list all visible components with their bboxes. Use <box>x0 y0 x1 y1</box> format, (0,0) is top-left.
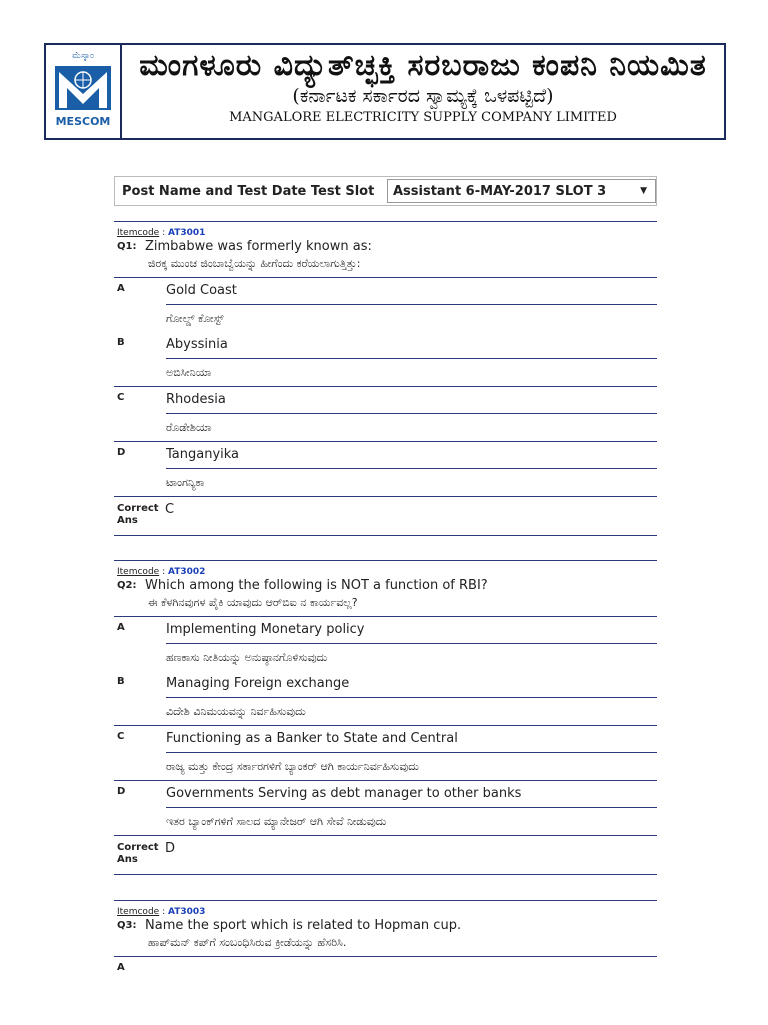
option-letter: B <box>117 337 125 348</box>
question-text: Zimbabwe was formerly known as: <box>145 239 372 254</box>
logo-top-text: ಮೆಸ್ಕಾಂ <box>72 51 94 61</box>
question-text: Which among the following is NOT a function of RBI? <box>145 578 488 593</box>
itemcode: Itemcode : AT3003 <box>117 907 206 917</box>
question-text-kannada: ಜಿರಕ್ಕ ಮುಂಚ ಜಿಂಬಾಬ್ವೆಯನ್ನು ಹೀಗೆಂದು ಕರೆಯಲಾಗುತ್ತಿತ್ತು: <box>148 257 361 270</box>
option-text-kannada: ಗೋಲ್ಡ್ ಕೋಸ್ಟ್ <box>166 312 224 325</box>
option-letter: C <box>117 392 125 403</box>
itemcode-value: AT3001 <box>167 228 206 238</box>
question-number: Q2: <box>117 580 137 591</box>
correct-answer-row <box>114 835 657 874</box>
option-text-kannada: ರಾಜ್ಯ ಮತ್ತು ಕೇಂದ್ರ ಸರ್ಕಾರಗಳಿಗೆ ಬ್ಯಾಂಕರ್ ಆಗಿ ಕಾರ್ಯನಿರ್ವಹಿಸುವುದು <box>166 760 419 773</box>
post-label: Post Name and Test Date Test Slot <box>122 183 375 199</box>
correct-answer-row <box>114 496 657 535</box>
company-subtitle-kannada: (ಕರ್ನಾಟಕ ಸರ್ಕಾರದ ಸ್ವಾಮ್ಯಕ್ಕೆ ಒಳಪಟ್ಟಿದೆ) <box>292 85 554 107</box>
question-text-kannada: ಹಾಪ್‌ಮನ್ ಕಪ್‌ಗೆ ಸಂಬಂಧಿಸಿರುವ ಕ್ರೀಡೆಯನ್ನು ಹೆಸರಿಸಿ. <box>148 936 347 949</box>
option-text-kannada: ಇತರ ಬ್ಯಾಂಕ್‌ಗಳಿಗೆ ಸಾಲದ ಮ್ಯಾನೇಜರ್ ಆಗಿ ಸೇವೆ ನೀಡುವುದು <box>166 815 387 828</box>
question-block <box>114 221 657 536</box>
option-a <box>114 616 657 671</box>
option-letter: A <box>117 622 125 633</box>
option-c <box>114 386 657 441</box>
header-text <box>122 45 724 138</box>
post-select-value: Assistant 6-MAY-2017 SLOT 3 <box>392 183 607 199</box>
option-letter: A <box>117 962 125 973</box>
question-number: Q1: <box>117 241 137 252</box>
question-block <box>114 900 657 1025</box>
correct-answer-value: D <box>165 841 176 856</box>
question-block <box>114 560 657 875</box>
option-letter: D <box>117 447 126 458</box>
option-text: Gold Coast <box>166 278 657 305</box>
question-text: Name the sport which is related to Hopman cup. <box>145 918 462 933</box>
option-letter: C <box>117 731 125 742</box>
option-letter: D <box>117 786 126 797</box>
correct-answer-value: C <box>165 502 175 517</box>
option-a <box>114 956 657 973</box>
option-text: Governments Serving as debt manager to other banks <box>166 781 657 808</box>
option-text-kannada: ರೊಡೇಶಿಯಾ <box>166 421 212 434</box>
page-header <box>44 43 726 140</box>
option-text-kannada: ಅಬಿಸೀನಿಯಾ <box>166 366 212 379</box>
post-selection-row <box>114 176 657 206</box>
option-b <box>114 671 657 725</box>
option-text: Abyssinia <box>166 332 657 359</box>
itemcode-value: AT3002 <box>167 567 206 577</box>
option-a <box>114 277 657 332</box>
mescom-logo <box>46 45 122 138</box>
option-b <box>114 332 657 386</box>
option-text: Functioning as a Banker to State and Central <box>166 726 657 753</box>
option-d <box>114 780 657 835</box>
question-number: Q3: <box>117 920 137 931</box>
correct-answer-label: Correct Ans <box>117 503 159 526</box>
option-c <box>114 725 657 780</box>
option-text: Rhodesia <box>166 387 657 414</box>
option-text: Implementing Monetary policy <box>166 617 657 644</box>
mescom-emblem-icon <box>49 64 117 114</box>
option-letter: B <box>117 676 125 687</box>
company-title-english: MANGALORE ELECTRICITY SUPPLY COMPANY LIMITED <box>229 110 617 125</box>
logo-name: MESCOM <box>55 115 111 128</box>
option-d <box>114 441 657 496</box>
option-text-kannada: ಟಾಂಗನ್ಯಿಕಾ <box>166 476 205 489</box>
option-text: Managing Foreign exchange <box>166 671 657 698</box>
correct-answer-label: Correct Ans <box>117 842 159 865</box>
itemcode: Itemcode : AT3002 <box>117 567 206 577</box>
itemcode-value: AT3003 <box>167 907 206 917</box>
option-text: Tanganyika <box>166 442 657 469</box>
chevron-down-icon: ▼ <box>640 186 647 196</box>
itemcode: Itemcode : AT3001 <box>117 228 206 238</box>
question-text-kannada: ಈ ಕೆಳಗಿನವುಗಳ ಪೈಕಿ ಯಾವುದು ಆರ್‌ಬಿಐ ನ ಕಾರ್ಯವಲ್ಲ? <box>148 596 358 609</box>
post-select-dropdown[interactable] <box>387 179 656 203</box>
option-text-kannada: ವಿದೇಶಿ ವಿನಿಮಯವನ್ನು ನಿರ್ವಹಿಸುವುದು <box>166 705 306 718</box>
option-letter: A <box>117 283 125 294</box>
company-title-kannada: ಮಂಗಳೂರು ವಿದ್ಯುತ್‌ಚ್ಛಕ್ತಿ ಸರಬರಾಜು ಕಂಪನಿ ನಿಯಮಿತ <box>139 48 707 83</box>
option-text-kannada: ಹಣಕಾಸು ನೀತಿಯನ್ನು ಅನುಷ್ಠಾನಗೊಳಿಸುವುದು <box>166 651 328 664</box>
